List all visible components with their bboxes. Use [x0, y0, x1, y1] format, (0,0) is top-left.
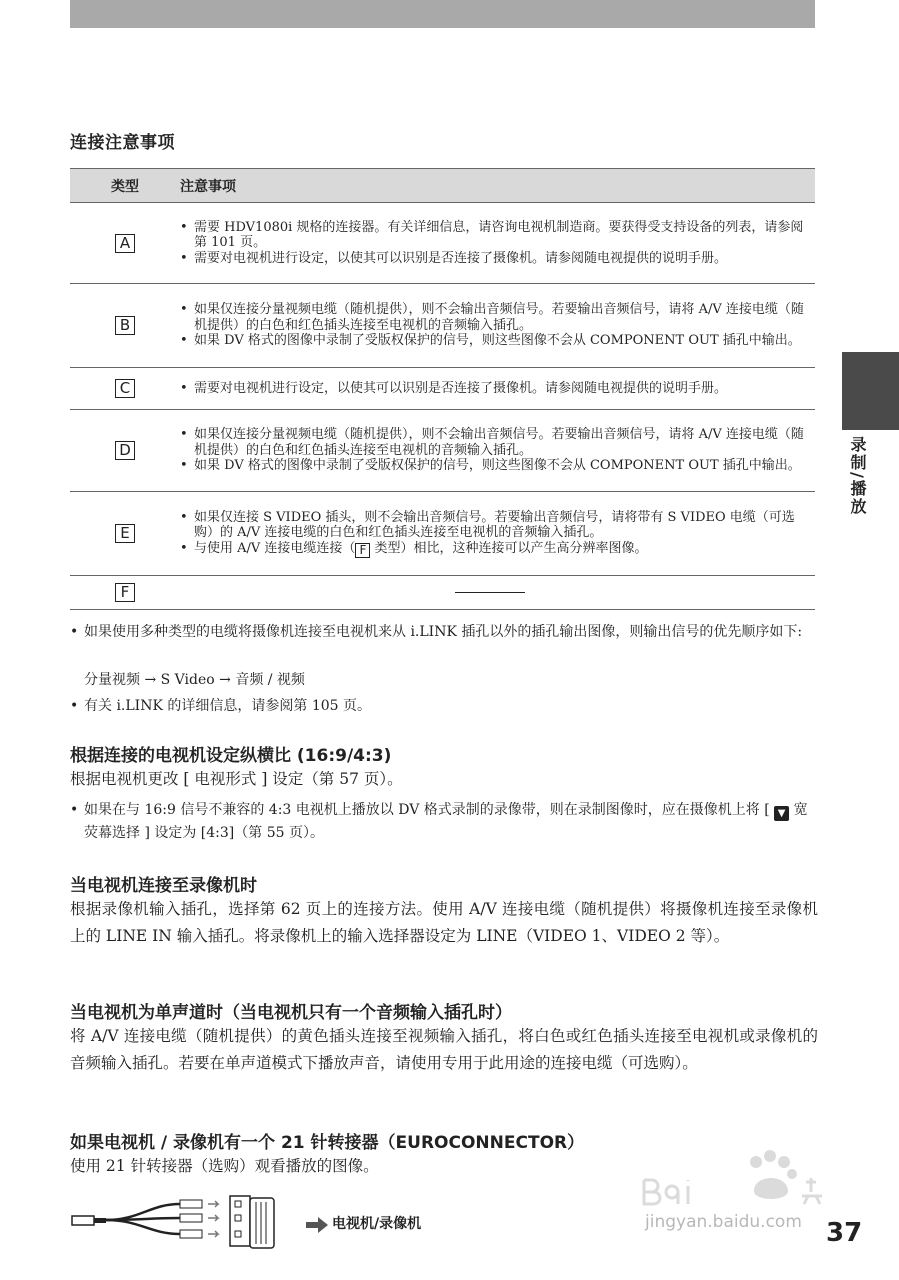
rca-plugs-icon — [180, 1200, 218, 1238]
note-item: • 需要对电视机进行设定，以使其可以识别是否连接了摄像机。请参阅随电视提供的说明手册。 — [180, 381, 807, 397]
type-badge-b: B — [115, 316, 135, 335]
aspect-notes — [70, 799, 820, 845]
note-text: 类型）相比，这种连接可以产生高分辨率图像。 — [370, 540, 648, 556]
table-row-a — [70, 203, 815, 284]
note-text: 与使用 A/V 连接电缆连接（ — [194, 540, 356, 556]
bullet-ilink: • 有关 i.LINK 的详细信息，请参阅第 105 页。 — [70, 695, 820, 718]
note-item: • 如果 DV 格式的图像中录制了受版权保护的信号，则这些图像不会从 COMPONENT OUT 插孔中输出。 — [180, 333, 807, 349]
after-table-notes-2 — [70, 695, 820, 718]
type-badge-e: E — [115, 524, 135, 543]
note-item: • 需要 HDV1080i 规格的连接器。有关详细信息，请咨询电视机制造商。要获得受支持设备的列表，请参阅第 101 页。 — [180, 220, 807, 251]
type-badge-d: D — [115, 441, 135, 460]
note-item — [180, 541, 807, 558]
side-label: 录制/播放 — [848, 436, 867, 516]
type-badge-a: A — [115, 234, 135, 253]
bullet-text: 宽荧幕选择 ] 设定为 [4:3]（第 55 页）。 — [84, 802, 808, 841]
side-tab — [842, 352, 899, 430]
table-row-e — [70, 492, 815, 576]
type-badge-c: C — [115, 379, 135, 398]
after-table-notes — [70, 621, 820, 644]
header-bar — [70, 0, 815, 28]
heading-euro: 如果电视机 / 录像机有一个 21 针转接器（EUROCONNECTOR） — [70, 1133, 585, 1153]
diagram-label: 电视机/录像机 — [332, 1216, 422, 1232]
bullet-text: 如果在与 16:9 信号不兼容的 4:3 电视机上播放以 DV 格式录制的录像带，则在录制图像时，应在摄像机上将 [ — [84, 802, 775, 818]
text-aspect: 根据电视机更改 [ 电视形式 ] 设定（第 57 页）。 — [70, 770, 403, 788]
type-badge-f-inline: F — [355, 543, 370, 558]
note-item: • 如果 DV 格式的图像中录制了受版权保护的信号，则这些图像不会从 COMPONENT OUT 插孔中输出。 — [180, 458, 807, 474]
cable-plug-icon — [72, 1216, 106, 1225]
table-row-d — [70, 410, 815, 492]
scart-adapter-icon — [230, 1196, 274, 1248]
heading-vcr: 当电视机连接至录像机时 — [70, 876, 257, 896]
empty-dash — [455, 592, 525, 593]
camera-menu-icon: ▼ — [774, 806, 789, 821]
note-item: • 需要对电视机进行设定，以使其可以识别是否连接了摄像机。请参阅随电视提供的说明手册。 — [180, 251, 807, 267]
cable-diagram — [70, 1194, 370, 1252]
table-header-row — [70, 169, 815, 203]
note-item: • 如果仅连接分量视频电缆（随机提供），则不会输出音频信号。若要输出音频信号，请将 A/V 连接电缆（随机提供）的白色和红色插头连接至电视机的音频输入插孔。 — [180, 427, 807, 458]
table-row-b — [70, 284, 815, 368]
arrow-icon — [306, 1217, 328, 1233]
header-notes: 注意事项 — [180, 169, 815, 203]
text-vcr: 根据录像机输入插孔，选择第 62 页上的连接方法。使用 A/V 连接电缆（随机提供）将摄像机连接至录像机上的 LINE IN 输入插孔。将录像机上的输入选择器设定为 LINE（VIDEO 1、VIDEO 2 等）。 — [70, 900, 818, 945]
priority-order: 分量视频 → S Video → 音频 / 视频 — [84, 672, 305, 688]
watermark-text: jingyan.baidu.com — [645, 1212, 802, 1232]
bullet-priority: • 如果使用多种类型的电缆将摄像机连接至电视机来从 i.LINK 插孔以外的插孔输出图像，则输出信号的优先顺序如下: — [70, 621, 820, 644]
heading-mono: 当电视机为单声道时（当电视机只有一个音频输入插孔时） — [70, 1003, 512, 1023]
note-item: • 如果仅连接分量视频电缆（随机提供），则不会输出音频信号。若要输出音频信号，请将 A/V 连接电缆（随机提供）的白色和红色插头连接至电视机的音频输入插孔。 — [180, 302, 807, 333]
header-type: 类型 — [70, 169, 180, 203]
section-title: 连接注意事项 — [70, 133, 175, 153]
notes-table — [70, 168, 815, 610]
page-number: 37 — [826, 1218, 863, 1248]
bullet-aspect — [70, 799, 820, 845]
heading-aspect: 根据连接的电视机设定纵横比 (16:9/4:3) — [70, 746, 392, 766]
text-mono: 将 A/V 连接电缆（随机提供）的黄色插头连接至视频输入插孔，将白色或红色插头连接至电视机或录像机的音频输入插孔。若要在单声道模式下播放声音，请使用专用于此用途的连接电缆（可选购）。 — [70, 1027, 818, 1072]
table-row-c — [70, 368, 815, 410]
table-row-f — [70, 576, 815, 610]
note-item: • 如果仅连接 S VIDEO 插头，则不会输出音频信号。若要输出音频信号，请将带有 S VIDEO 电缆（可选购）的 A/V 连接电缆的白色和红色插头连接至电视机的音频输入插孔。 — [180, 510, 807, 541]
type-badge-f: F — [115, 583, 135, 602]
text-euro: 使用 21 针转接器（选购）观看播放的图像。 — [70, 1157, 379, 1175]
